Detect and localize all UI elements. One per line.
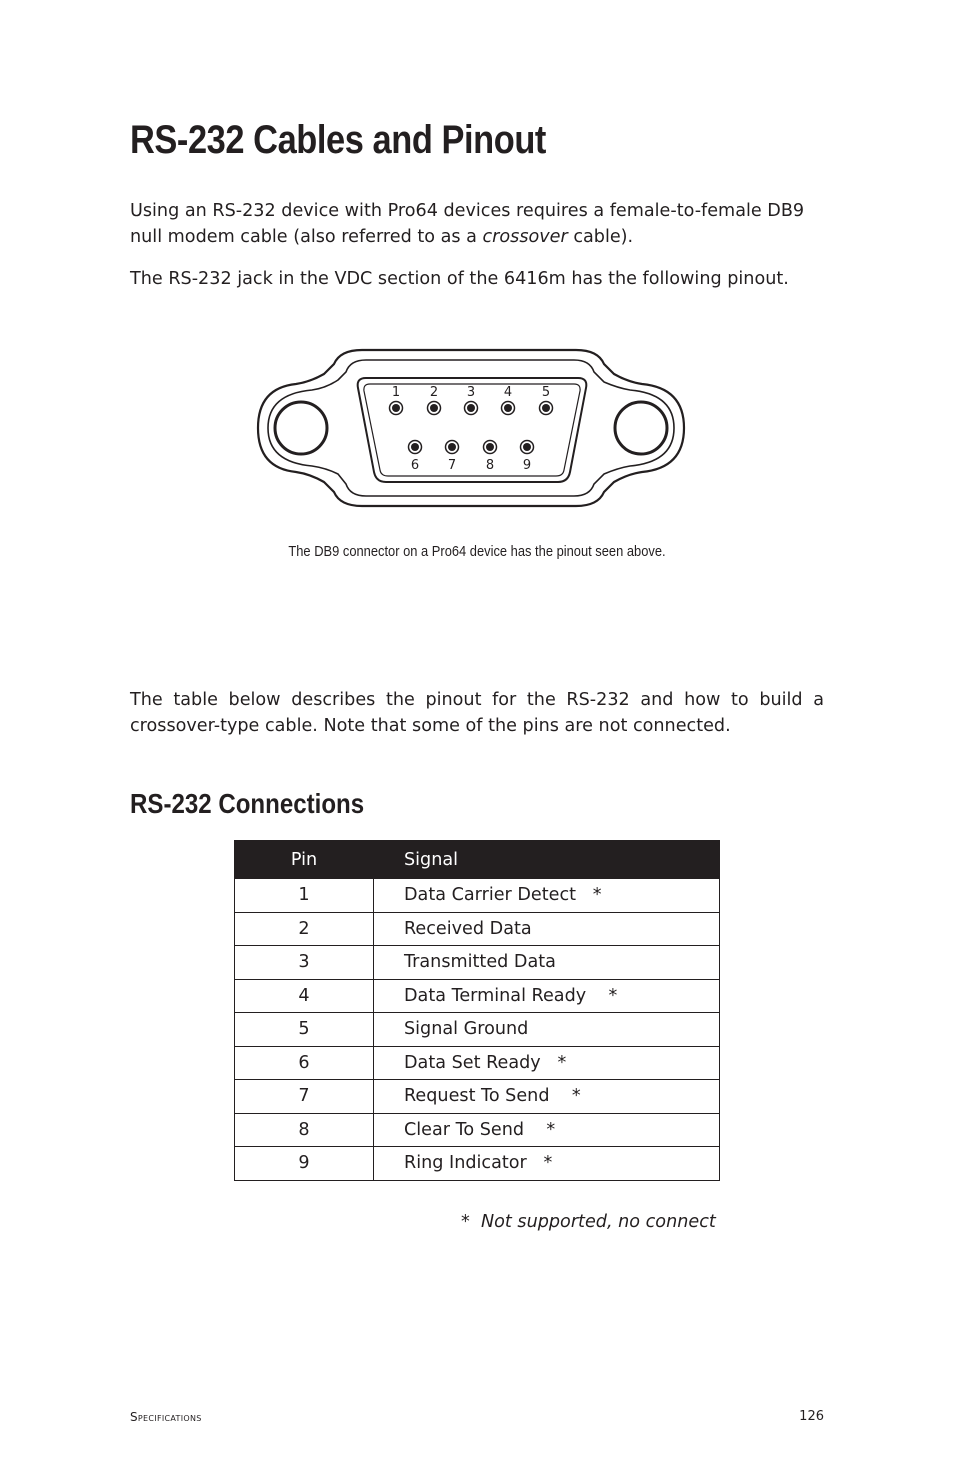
pin-label-6: 6 [410, 458, 420, 473]
table-header-row [235, 841, 720, 879]
intro-paragraph [130, 198, 824, 250]
page-number: 126 [799, 1409, 824, 1424]
pin-label-4: 4 [503, 385, 513, 400]
table-row [235, 1080, 720, 1114]
signal-name: Received Data [374, 912, 720, 946]
table-row [235, 1013, 720, 1047]
table-row [235, 946, 720, 980]
table-intro-paragraph: The table below describes the pinout for the RS-232 and how to build a crossover-type cable. Note that some of the pins are not connected. [130, 690, 824, 736]
signal-name: Request To Send * [374, 1080, 720, 1114]
pin-label-3: 3 [466, 385, 476, 400]
signal-name: Signal Ground [374, 1013, 720, 1047]
pin-label-5: 5 [541, 385, 551, 400]
footer-section-name: Specifications [130, 1410, 202, 1424]
table-row [235, 1113, 720, 1147]
right-mounting-hole [615, 402, 667, 454]
pin-number: 3 [235, 946, 374, 980]
header-pin: Pin [235, 841, 374, 879]
pin-number: 4 [235, 979, 374, 1013]
table-row [235, 879, 720, 913]
table-row [235, 912, 720, 946]
pin-number: 5 [235, 1013, 374, 1047]
intro-text-start: Using an RS-232 device with Pro64 devices requires a female-to-female DB9 null modem cable (also referred to as a [130, 201, 805, 247]
signal-name: Ring Indicator * [374, 1147, 720, 1181]
intro-italic-term: crossover [482, 227, 568, 247]
signal-name: Data Carrier Detect * [374, 879, 720, 913]
signal-name: Transmitted Data [374, 946, 720, 980]
figure-caption: The DB9 connector on a Pro64 device has the pinout seen above. [288, 543, 666, 560]
signal-name: Clear To Send * [374, 1113, 720, 1147]
pin-number: 8 [235, 1113, 374, 1147]
pin-label-7: 7 [447, 458, 457, 473]
pin-label-1: 1 [391, 385, 401, 400]
pin-label-9: 9 [522, 458, 532, 473]
table-row [235, 1147, 720, 1181]
intro-text-end: cable). [567, 227, 634, 247]
header-signal: Signal [374, 841, 720, 879]
signal-name: Data Set Ready * [374, 1046, 720, 1080]
signal-name: Data Terminal Ready * [374, 979, 720, 1013]
table-footnote: * Not supported, no connect [461, 1212, 716, 1232]
db9-connector-diagram [254, 346, 690, 510]
pin-number: 2 [235, 912, 374, 946]
left-mounting-hole [275, 402, 327, 454]
table-row [235, 979, 720, 1013]
table-row [235, 1046, 720, 1080]
page-title: RS-232 Cables and Pinout [130, 118, 546, 162]
pin-number: 7 [235, 1080, 374, 1114]
pin-number: 6 [235, 1046, 374, 1080]
section-title: RS-232 Connections [130, 788, 365, 819]
pin-label-8: 8 [485, 458, 495, 473]
pin-number: 9 [235, 1147, 374, 1181]
pin-number: 1 [235, 879, 374, 913]
pinout-table [234, 840, 720, 1181]
pinout-intro-paragraph: The RS-232 jack in the VDC section of the 6416m has the following pinout. [130, 269, 789, 289]
pin-label-2: 2 [429, 385, 439, 400]
